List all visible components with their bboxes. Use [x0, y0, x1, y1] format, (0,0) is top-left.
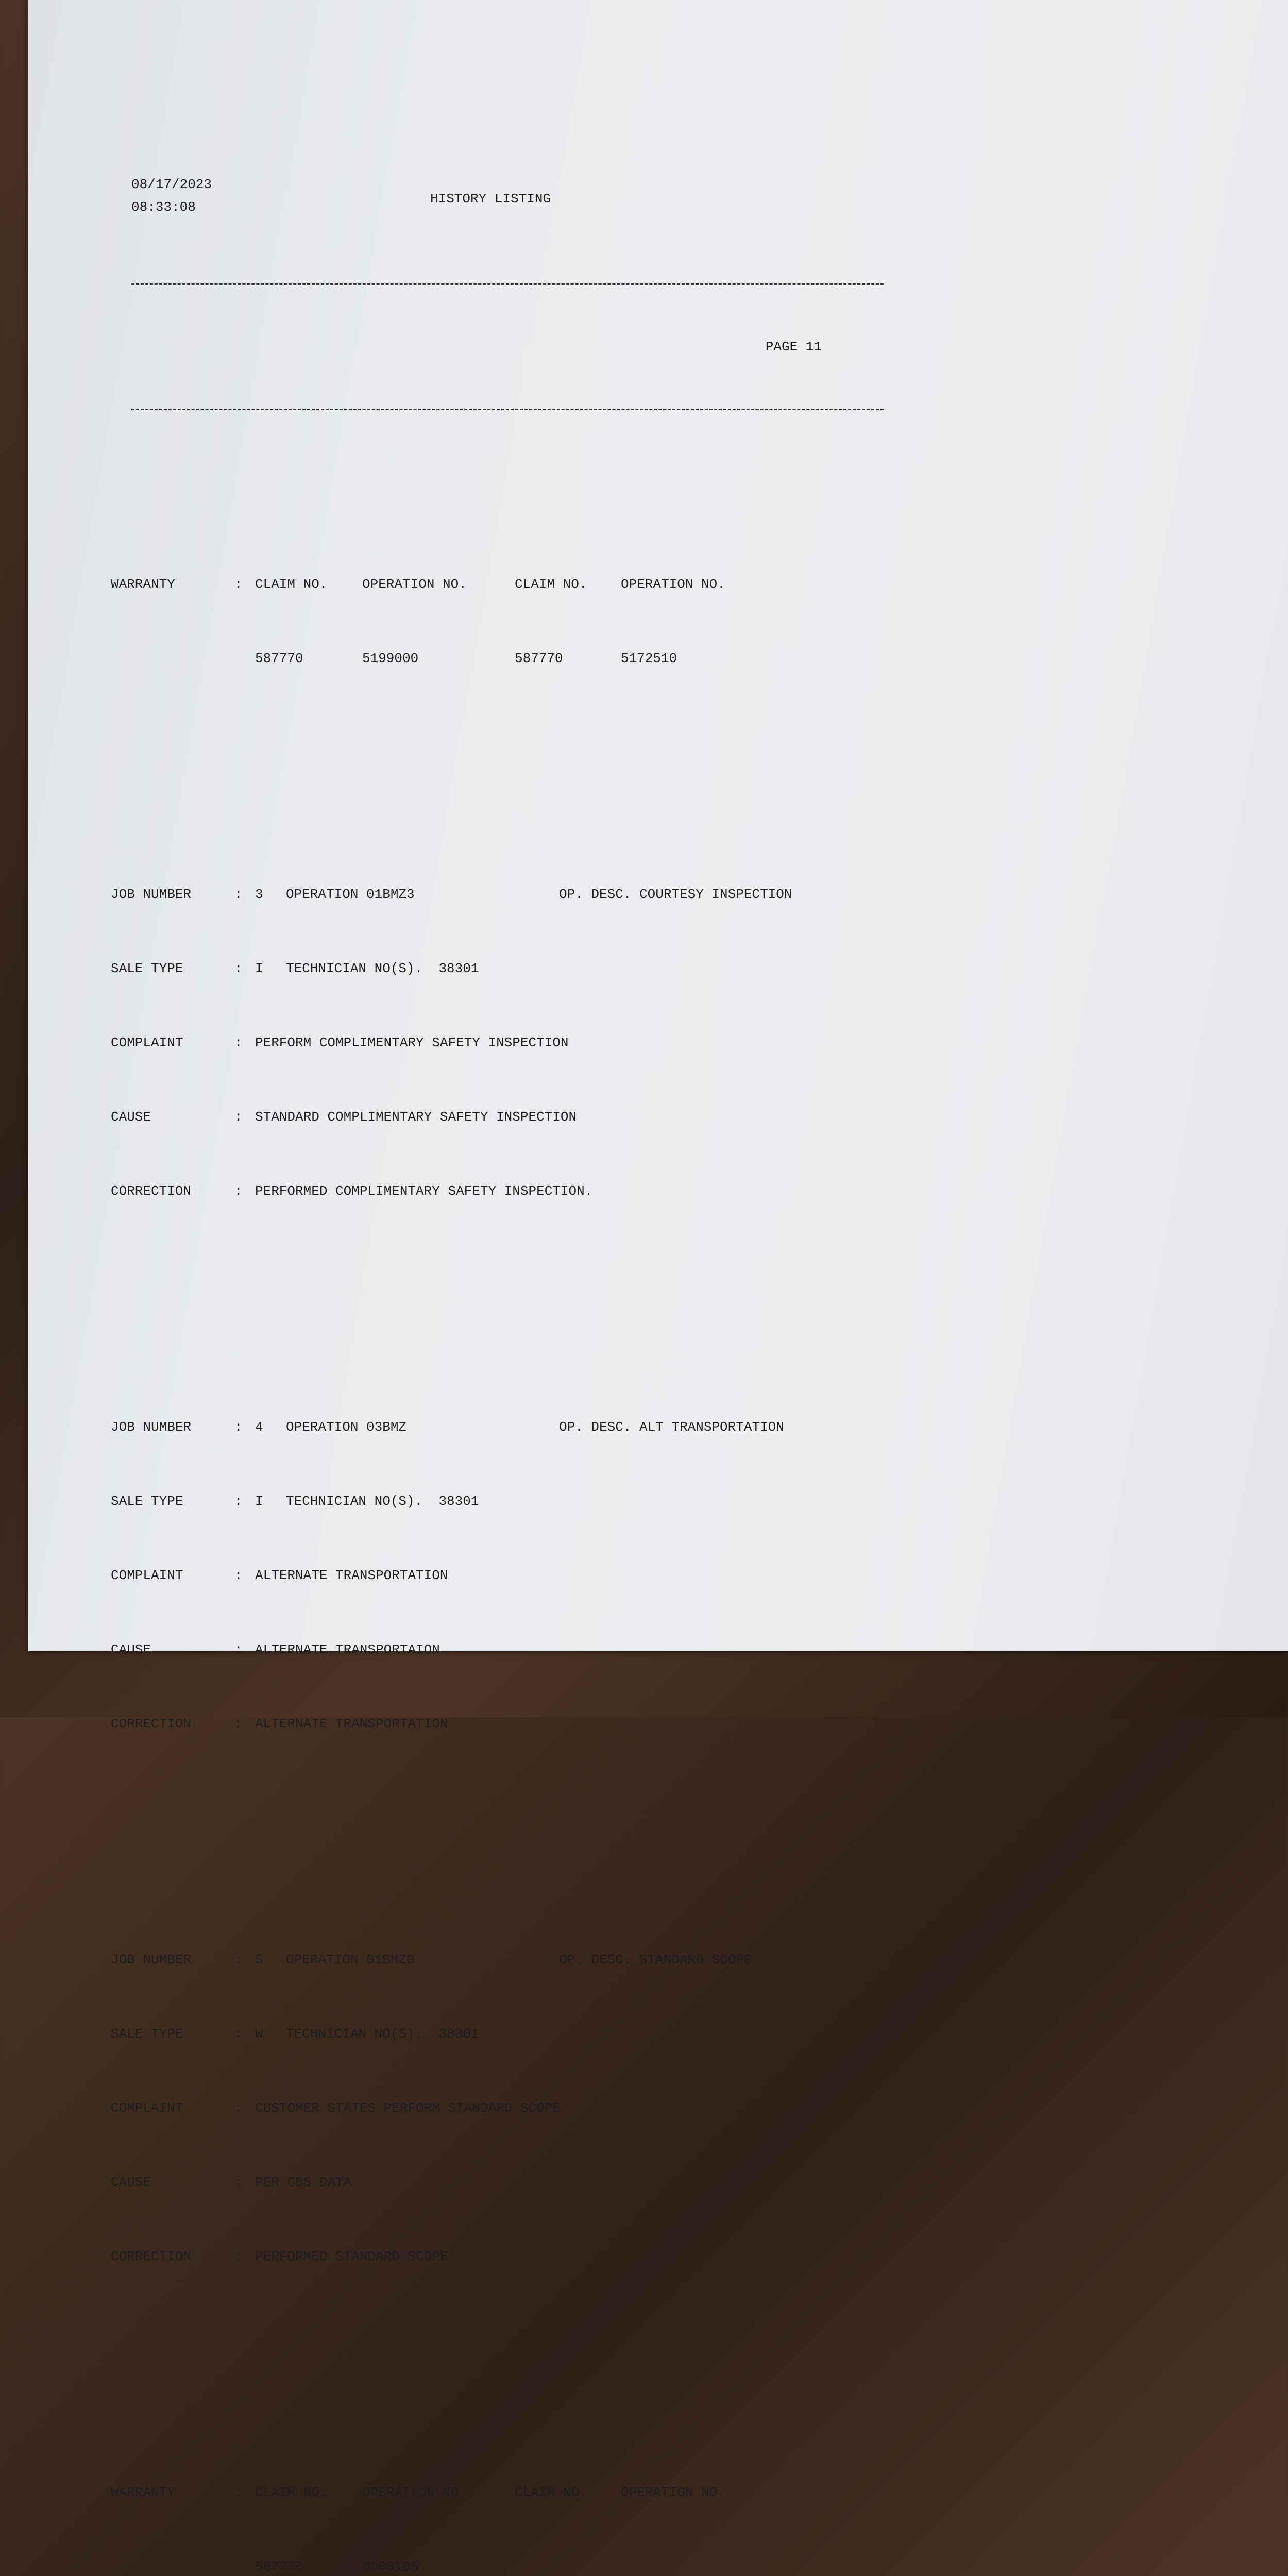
job-number-label: JOB NUMBER	[111, 1952, 192, 1968]
technician-no: TECHNICIAN NO(S). 38301	[286, 2026, 479, 2042]
report-date: 08/17/2023	[131, 177, 212, 192]
cause-label: CAUSE	[111, 2175, 151, 2190]
claim-no-value: 587770	[255, 651, 303, 666]
printed-page	[28, 0, 1288, 2574]
header-dashed-rule	[131, 409, 884, 410]
sale-type-label: SALE TYPE	[111, 1494, 183, 1509]
job-number: 3	[255, 887, 263, 902]
correction-label: CORRECTION	[111, 2249, 192, 2264]
sale-type-label: SALE TYPE	[111, 961, 183, 976]
operation-no-header: OPERATION NO.	[362, 2485, 467, 2500]
sale-type: W	[255, 2026, 263, 2042]
cause-text: STANDARD COMPLIMENTARY SAFETY INSPECTION	[255, 1109, 577, 1125]
operation-no-header: OPERATION NO.	[621, 577, 725, 592]
report-header	[111, 172, 863, 234]
job-number: 4	[255, 1419, 263, 1435]
top-dashed-rule	[131, 283, 884, 285]
correction-text: ALTERNATE TRANSPORTATION	[255, 1716, 448, 1732]
op-description: OP. DESC. STANDARD SCOPE	[559, 1952, 752, 1968]
operation-code: OPERATION 01BMZ3	[286, 887, 415, 902]
complaint-text: CUSTOMER STATES PERFORM STANDARD SCOPE	[255, 2100, 561, 2116]
op-description: OP. DESC. ALT TRANSPORTATION	[559, 1419, 784, 1435]
sale-type: I	[255, 961, 263, 976]
sale-type: I	[255, 1494, 263, 1509]
warranty-label: WARRANTY	[111, 2485, 175, 2500]
op-description: OP. DESC. COURTESY INSPECTION	[559, 887, 792, 902]
cause-text: ALTERNATE TRANSPORTAION	[255, 1642, 440, 1657]
technician-no: TECHNICIAN NO(S). 38301	[286, 1494, 479, 1509]
claim-no-header: CLAIM NO.	[255, 2485, 328, 2500]
technician-no: TECHNICIAN NO(S). 38301	[286, 961, 479, 976]
cause-text: PER CBS DATA	[255, 2175, 352, 2190]
correction-text: PERFORMED STANDARD SCOPE	[255, 2249, 448, 2264]
cause-label: CAUSE	[111, 1642, 151, 1657]
warranty-label: WARRANTY	[111, 577, 175, 592]
job-number-label: JOB NUMBER	[111, 887, 192, 902]
claim-no-value: 587770	[515, 651, 563, 666]
job-block: JOB NUMBER : 5 OPERATION 01BMZ0 OP. DESC. STANDARD SCOPE SALE TYPE : W TECHNICIAN NO(S). 38301 COMPLAINT : CUSTOMER STATES PERFORM STANDARD SCOPE CAUSE : PER CBS DATA CORRECTION : PERFORMED STANDARD SCOPE	[111, 1898, 863, 2318]
complaint-text: ALTERNATE TRANSPORTATION	[255, 1568, 448, 1583]
operation-code: OPERATION 03BMZ	[286, 1419, 407, 1435]
claim-no-header: CLAIM NO.	[515, 2485, 587, 2500]
operation-no-value: 5172510	[621, 651, 677, 666]
job-block: JOB NUMBER : 4 OPERATION 03BMZ OP. DESC. ALT TRANSPORTATION SALE TYPE : I TECHNICIAN NO(S). 38301 COMPLAINT : ALTERNATE TRANSPORTATION CAUSE : ALTERNATE TRANSPORTAION CORRECTION : ALTERNATE TRANSPORTATION	[111, 1365, 863, 1786]
operation-no-value: 5199000	[362, 651, 419, 666]
operation-no-value: 0000105	[362, 2559, 419, 2574]
report-time: 08:33:08	[131, 199, 196, 215]
correction-label: CORRECTION	[111, 1716, 192, 1732]
warranty-block: WARRANTY : CLAIM NO. OPERATION NO. CLAIM NO. OPERATION NO. 587770 5199000 587770 5172510	[111, 522, 863, 720]
report-title: HISTORY LISTING	[430, 191, 551, 207]
complaint-label: COMPLAINT	[111, 1035, 183, 1050]
correction-text: PERFORMED COMPLIMENTARY SAFETY INSPECTION.	[255, 1183, 593, 1199]
sale-type-label: SALE TYPE	[111, 2026, 183, 2042]
warranty-block: WARRANTY : CLAIM NO. OPERATION NO. CLAIM NO. OPERATION NO. 587770 0000105	[111, 2431, 863, 2576]
operation-no-header: OPERATION NO.	[362, 577, 467, 592]
complaint-text: PERFORM COMPLIMENTARY SAFETY INSPECTION	[255, 1035, 569, 1050]
job-number-label: JOB NUMBER	[111, 1419, 192, 1435]
job-number: 5	[255, 1952, 263, 1968]
job-block: JOB NUMBER : 3 OPERATION 01BMZ3 OP. DESC. COURTESY INSPECTION SALE TYPE : I TECHNICIAN NO(S). 38301 COMPLAINT : PERFORM COMPLIMENTARY SAFETY INSPECTION CAUSE : STANDARD COMPLIMENTARY SAFETY INSPECTION CORRECTION : PERFORMED COMPLIMENTARY SAFETY INSPECTION.	[111, 833, 863, 1253]
claim-no-value: 587770	[255, 2559, 303, 2574]
operation-no-header: OPERATION NO.	[621, 2485, 725, 2500]
correction-label: CORRECTION	[111, 1183, 192, 1199]
cause-label: CAUSE	[111, 1109, 151, 1125]
claim-no-header: CLAIM NO.	[255, 577, 328, 592]
complaint-label: COMPLAINT	[111, 2100, 183, 2116]
history-listing	[111, 98, 863, 2576]
page-number: PAGE 11	[765, 339, 822, 354]
complaint-label: COMPLAINT	[111, 1568, 183, 1583]
operation-code: OPERATION 01BMZ0	[286, 1952, 415, 1968]
claim-no-header: CLAIM NO.	[515, 577, 587, 592]
